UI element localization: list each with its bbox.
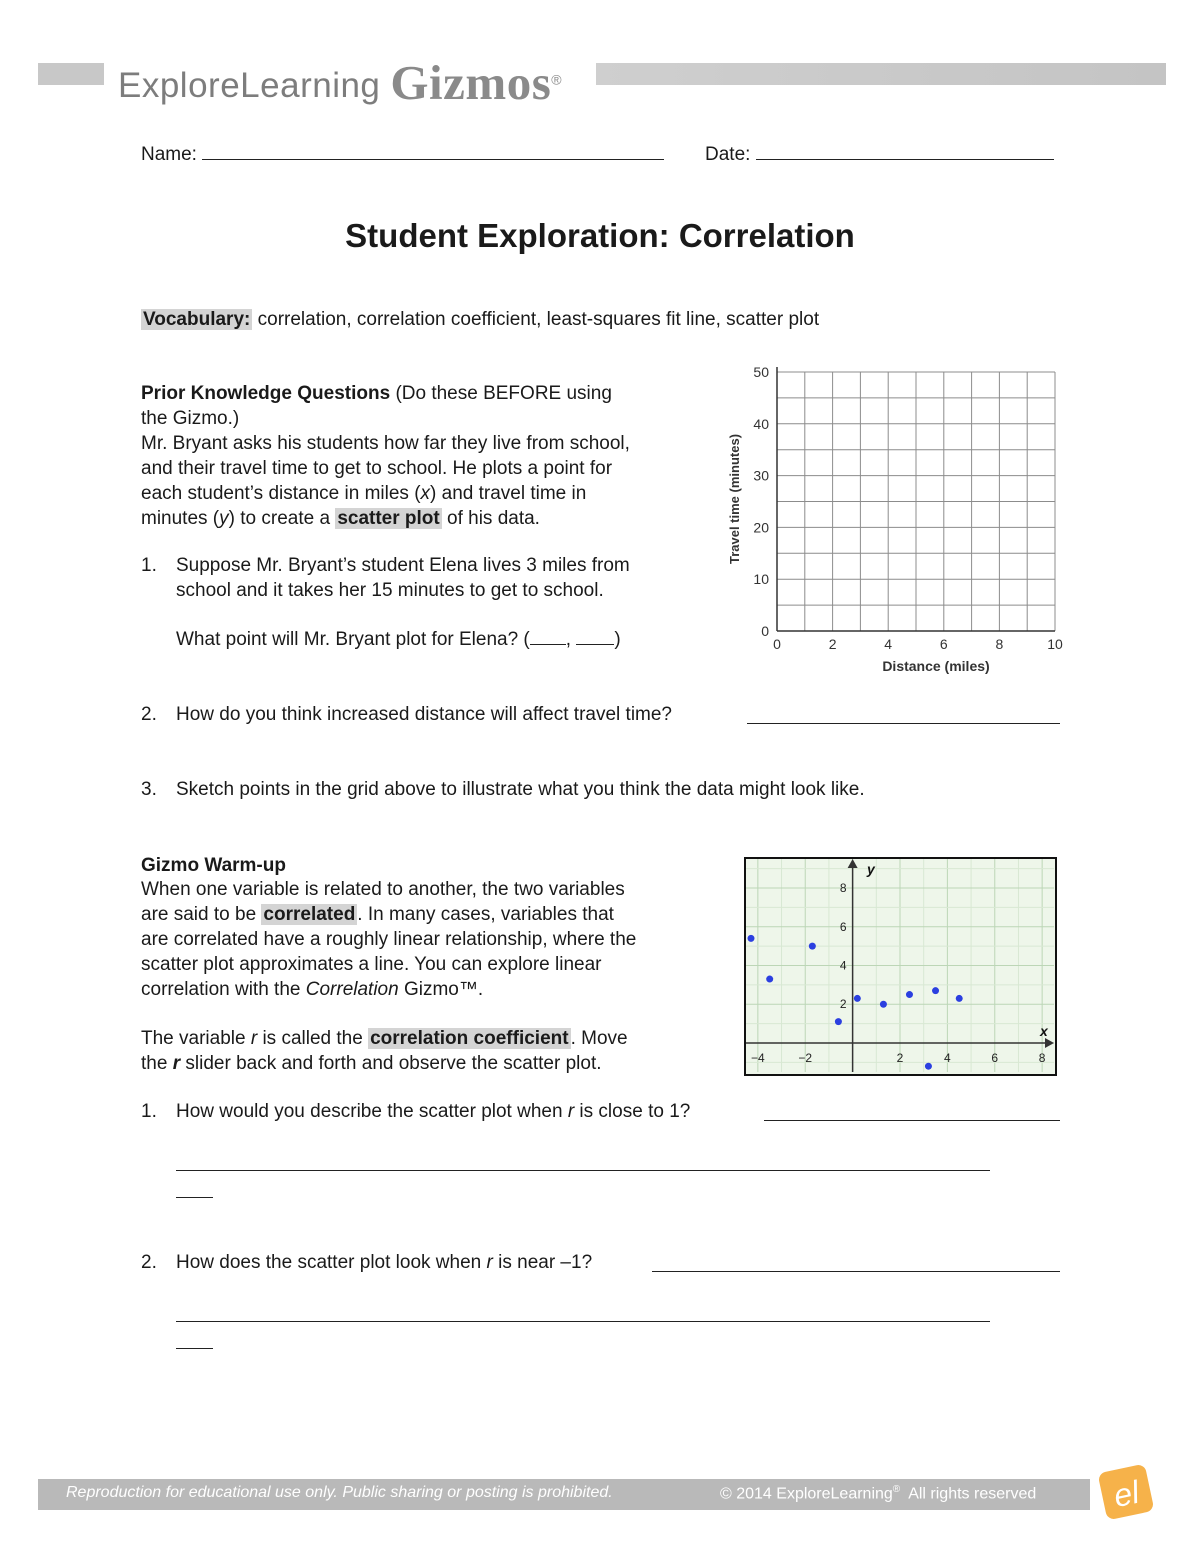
question-1-line-1: Suppose Mr. Bryant’s student Elena lives 3 miles from xyxy=(176,555,630,576)
product-name: Gizmos xyxy=(390,55,552,110)
registered-mark: ® xyxy=(551,71,563,88)
term-scatter-plot: scatter plot xyxy=(337,508,440,529)
brand-name: ExploreLearning xyxy=(118,66,381,105)
y-tick-label: 2 xyxy=(839,997,847,1012)
variable-r: r xyxy=(250,1028,258,1049)
answer-blank-y[interactable] xyxy=(576,644,614,645)
text-segment: is near –1? xyxy=(492,1252,593,1273)
text-segment: , xyxy=(565,629,572,650)
text-segment: is close to 1? xyxy=(574,1101,691,1122)
term-correlation-coefficient: correlation coefficient xyxy=(370,1028,569,1049)
logo-text: el xyxy=(1110,1473,1143,1515)
y-axis-label: Travel time (minutes) xyxy=(727,433,742,565)
prior-knowledge-note-2: the Gizmo.) xyxy=(141,408,240,429)
date-label: Date: xyxy=(705,144,751,165)
text-segment: correlation with the xyxy=(141,979,306,1000)
prior-knowledge-note: (Do these BEFORE using xyxy=(395,383,612,404)
x-tick-label: 2 xyxy=(896,1050,904,1065)
prior-knowledge-heading: Prior Knowledge Questions xyxy=(141,383,391,404)
warmup-question-2-text xyxy=(176,1252,592,1274)
question-1-line-3 xyxy=(176,629,621,651)
chart-grid xyxy=(777,372,1055,631)
y-tick-label: 30 xyxy=(753,467,769,484)
data-point xyxy=(854,995,861,1002)
y-tick-label: 4 xyxy=(839,958,847,973)
y-tick-label: 50 xyxy=(753,364,769,380)
vocabulary xyxy=(141,307,819,332)
header-bar-right xyxy=(596,63,1166,85)
text-segment: How does the scatter plot look when xyxy=(176,1252,487,1273)
x-axis-label: x xyxy=(1040,1023,1048,1039)
question-1-line-2: school and it takes her 15 minutes to get to school. xyxy=(176,580,604,601)
x-tick-label: 0 xyxy=(773,636,781,652)
copyright-text: © 2014 ExploreLearning xyxy=(720,1485,893,1503)
x-tick-label: 10 xyxy=(1047,636,1063,652)
footer-notice: Reproduction for educational use only. Public sharing or posting is prohibited. xyxy=(66,1484,613,1501)
variable-y: y xyxy=(219,508,229,529)
answer-line[interactable] xyxy=(747,723,1060,724)
question-number: 3. xyxy=(141,779,157,800)
x-tick-label: −4 xyxy=(751,1050,765,1065)
x-tick-label: 8 xyxy=(995,636,1004,652)
y-tick-labels xyxy=(753,364,769,639)
text-segment: . In many cases, variables that xyxy=(357,904,614,925)
rights-text: All rights reserved xyxy=(908,1485,1037,1503)
question-number: 1. xyxy=(141,1101,157,1122)
answer-line[interactable] xyxy=(176,1170,990,1171)
warmup-heading: Gizmo Warm-up xyxy=(141,855,286,876)
question-3-text: Sketch points in the grid above to illustrate what you think the data might look like. xyxy=(176,779,865,800)
answer-line[interactable] xyxy=(764,1120,1060,1121)
data-point xyxy=(925,1063,932,1070)
text-segment: minutes ( xyxy=(141,508,220,529)
warmup-line-4: scatter plot approximates a line. You can explore linear xyxy=(141,954,602,975)
y-tick-label: 10 xyxy=(753,571,769,588)
gizmo-scatter-plot xyxy=(744,857,1058,1077)
name-blank[interactable] xyxy=(202,159,664,160)
y-tick-label: 20 xyxy=(753,519,769,536)
answer-line[interactable] xyxy=(176,1348,213,1349)
footer-copyright: © 2014 ExploreLearning® All rights reserved xyxy=(720,1484,1037,1503)
warmup-line-7 xyxy=(141,1051,602,1076)
answer-line[interactable] xyxy=(652,1271,1060,1272)
text-segment: each student’s distance in miles ( xyxy=(141,483,421,504)
question-2-text: How do you think increased distance will affect travel time? xyxy=(176,704,673,725)
gizmo-name: Correlation xyxy=(305,979,399,1000)
header-bar-left xyxy=(38,63,104,85)
warmup-line-1: When one variable is related to another, the two variables xyxy=(141,879,625,900)
text-segment: How would you describe the scatter plot when xyxy=(176,1101,568,1122)
question-number: 2. xyxy=(141,704,157,725)
travel-time-grid-chart[interactable] xyxy=(720,355,1070,685)
variable-r: r xyxy=(567,1101,575,1122)
text-segment: The variable xyxy=(141,1028,251,1049)
name-label: Name: xyxy=(141,144,197,165)
text-segment: slider back and forth and observe the scatter plot. xyxy=(180,1053,602,1074)
text-segment: What point will Mr. Bryant plot for Elena? ( xyxy=(176,629,530,650)
vocabulary-label: Vocabulary: xyxy=(143,309,251,330)
data-point xyxy=(766,976,773,983)
prior-paragraph-line-2: and their travel time to get to school. He plots a point for xyxy=(141,458,613,479)
warmup-line-2 xyxy=(141,902,614,927)
text-segment: ) and travel time in xyxy=(430,483,587,504)
x-tick-label: 4 xyxy=(884,636,893,652)
text-segment: is called the xyxy=(257,1028,369,1049)
page-title: Student Exploration: Correlation xyxy=(345,217,855,254)
y-tick-label: 6 xyxy=(839,919,847,934)
y-tick-label: 8 xyxy=(839,881,847,896)
prior-paragraph-line-1: Mr. Bryant asks his students how far they live from school, xyxy=(141,433,630,454)
data-point xyxy=(906,991,913,998)
y-tick-label: 40 xyxy=(753,415,769,432)
date-blank[interactable] xyxy=(756,159,1054,160)
prior-paragraph-line-4 xyxy=(141,506,540,531)
data-point xyxy=(932,987,939,994)
question-number: 2. xyxy=(141,1252,157,1273)
x-axis-label: Distance (miles) xyxy=(882,658,990,674)
x-tick-label: 4 xyxy=(944,1050,951,1065)
date-field xyxy=(705,142,1054,167)
variable-x: x xyxy=(420,483,431,504)
x-tick-label: 6 xyxy=(991,1050,999,1065)
warmup-line-5 xyxy=(141,977,483,1002)
prior-paragraph-line-3 xyxy=(141,481,586,506)
warmup-line-6 xyxy=(141,1026,628,1051)
variable-r-bold: r xyxy=(172,1053,181,1074)
x-tick-label: −2 xyxy=(798,1050,813,1065)
variable-r: r xyxy=(486,1252,493,1273)
text-segment: of his data. xyxy=(441,508,540,529)
answer-line[interactable] xyxy=(176,1321,990,1322)
text-segment: ) to create a xyxy=(228,508,336,529)
data-point xyxy=(809,943,816,950)
term-correlated: correlated xyxy=(263,904,356,925)
text-segment: Gizmo™. xyxy=(398,979,484,1000)
x-tick-label: 8 xyxy=(1038,1050,1046,1065)
vocabulary-terms: correlation, correlation coefficient, least-squares fit line, scatter plot xyxy=(257,309,820,330)
warmup-question-1-text xyxy=(176,1101,690,1123)
text-segment: ) xyxy=(614,629,621,650)
text-segment: are said to be xyxy=(141,904,262,925)
data-point xyxy=(956,995,963,1002)
text-segment: the xyxy=(141,1053,173,1074)
brand-logo xyxy=(118,52,562,109)
x-tick-labels xyxy=(773,636,1063,652)
data-point xyxy=(748,935,755,942)
y-axis-label: y xyxy=(867,861,875,877)
y-tick-label: 0 xyxy=(761,623,769,639)
text-segment: . Move xyxy=(570,1028,628,1049)
question-number: 1. xyxy=(141,555,157,576)
x-tick-label: 2 xyxy=(828,636,837,652)
warmup-line-3: are correlated have a roughly linear relationship, where the xyxy=(141,929,637,950)
answer-blank-x[interactable] xyxy=(530,644,566,645)
answer-line[interactable] xyxy=(176,1197,213,1198)
data-point xyxy=(835,1018,842,1025)
prior-knowledge-heading-line xyxy=(141,381,612,406)
data-point xyxy=(880,1001,887,1008)
x-tick-label: 6 xyxy=(939,636,948,652)
name-field xyxy=(141,142,664,167)
explorelearning-logo-icon xyxy=(1096,1462,1156,1522)
